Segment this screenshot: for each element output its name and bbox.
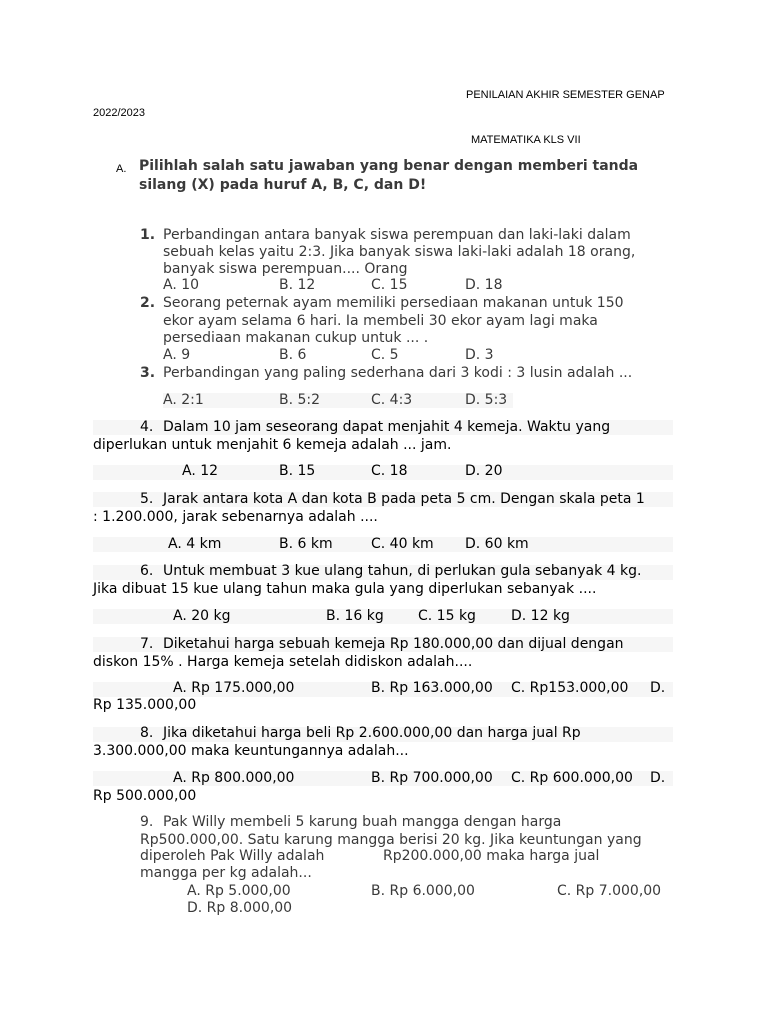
option-b: B. 6 km bbox=[279, 536, 333, 552]
option-b: B. Rp 163.000,00 bbox=[371, 680, 493, 696]
question-number: 1. bbox=[140, 227, 156, 243]
option-b: B. 5:2 bbox=[279, 392, 321, 408]
question-number: 9. bbox=[140, 814, 154, 830]
options-highlight bbox=[163, 393, 513, 408]
option-c: C. 15 bbox=[371, 277, 408, 293]
option-d: D. 3 bbox=[465, 347, 494, 363]
question-text-line: Diketahui harga sebuah kemeja Rp 180.000,00 dan dijual dengan bbox=[163, 636, 624, 652]
question-text-line: Seorang peternak ayam memiliki persediaan makanan untuk 150 bbox=[163, 295, 624, 311]
option-c: C. 5 bbox=[371, 347, 399, 363]
option-c: C. 40 km bbox=[371, 536, 434, 552]
option-d: D. 20 bbox=[465, 463, 503, 479]
option-c: C. Rp 7.000,00 bbox=[557, 883, 662, 899]
option-c: C. Rp 600.000,00 bbox=[511, 770, 633, 786]
question-text-line: Jarak antara kota A dan kota B pada peta 5 cm. Dengan skala peta 1 bbox=[163, 491, 645, 507]
question-text-line: Perbandingan antara banyak siswa perempuan dan laki-laki dalam bbox=[163, 227, 631, 243]
question-text-line: Untuk membuat 3 kue ulang tahun, di perlukan gula sebanyak 4 kg. bbox=[163, 563, 642, 579]
option-a: A. Rp 175.000,00 bbox=[173, 680, 295, 696]
question-text-line: mangga per kg adalah... bbox=[140, 865, 312, 881]
school-year: 2022/2023 bbox=[93, 107, 145, 119]
option-b: B. Rp 6.000,00 bbox=[371, 883, 475, 899]
section-marker: A. bbox=[116, 163, 127, 175]
exam-title: PENILAIAN AKHIR SEMESTER GENAP bbox=[466, 89, 665, 101]
option-b: B. 6 bbox=[279, 347, 307, 363]
option-b: B. 16 kg bbox=[326, 608, 384, 624]
question-text-line: 3.300.000,00 maka keuntungannya adalah... bbox=[93, 743, 409, 759]
option-d: D. 18 bbox=[465, 277, 503, 293]
question-text-line: persediaan makanan cukup untuk ... . bbox=[163, 330, 429, 346]
question-text-line: Dalam 10 jam seseorang dapat menjahit 4 kemeja. Waktu yang bbox=[163, 419, 611, 435]
option-d: D. 5:3 bbox=[465, 392, 508, 408]
option-d-label: D. bbox=[650, 770, 666, 786]
option-d: Rp 500.000,00 bbox=[93, 788, 197, 804]
question-text-line: diperlukan untuk menjahit 6 kemeja adalah ... jam. bbox=[93, 437, 452, 453]
option-d: D. 60 km bbox=[465, 536, 529, 552]
option-a: A. 9 bbox=[163, 347, 191, 363]
question-number: 7. bbox=[140, 636, 154, 652]
question-number: 8. bbox=[140, 725, 154, 741]
question-text-line: Rp500.000,00. Satu karung mangga berisi 20 kg. Jika keuntungan yang bbox=[140, 832, 642, 848]
option-b: B. Rp 700.000,00 bbox=[371, 770, 493, 786]
option-b: B. 12 bbox=[279, 277, 316, 293]
option-a: A. 20 kg bbox=[173, 608, 231, 624]
question-number: 3. bbox=[140, 365, 156, 381]
question-text-line: : 1.200.000, jarak sebenarnya adalah .... bbox=[93, 509, 378, 525]
question-text-line: sebuah kelas yaitu 2:3. Jika banyak siswa laki-laki adalah 18 orang, bbox=[163, 244, 636, 260]
option-c: C. 18 bbox=[371, 463, 408, 479]
option-a: A. 10 bbox=[163, 277, 200, 293]
option-a: A. 4 km bbox=[168, 536, 222, 552]
option-c: C. 4:3 bbox=[371, 392, 413, 408]
option-d: Rp 135.000,00 bbox=[93, 697, 197, 713]
subject-title: MATEMATIKA KLS VII bbox=[471, 134, 581, 146]
question-text-line: diperoleh Pak Willy adalah bbox=[140, 848, 325, 864]
option-d-label: D. bbox=[650, 680, 666, 696]
question-text-line: diskon 15% . Harga kemeja setelah didiskon adalah.... bbox=[93, 654, 473, 670]
option-c: C. 15 kg bbox=[418, 608, 476, 624]
option-d: D. 12 kg bbox=[511, 608, 570, 624]
question-text-line: Jika diketahui harga beli Rp 2.600.000,00 dan harga jual Rp bbox=[163, 725, 581, 741]
option-a: A. 2:1 bbox=[163, 392, 204, 408]
question-number: 4. bbox=[140, 419, 154, 435]
question-text-line: Perbandingan yang paling sederhana dari 3 kodi : 3 lusin adalah ... bbox=[163, 365, 633, 381]
question-text-line: Jika dibuat 15 kue ulang tahun maka gula yang diperlukan sebanyak .... bbox=[93, 581, 597, 597]
option-a: A. Rp 800.000,00 bbox=[173, 770, 295, 786]
option-b: B. 15 bbox=[279, 463, 316, 479]
question-text-line: Rp200.000,00 maka harga jual bbox=[383, 848, 600, 864]
option-d: D. Rp 8.000,00 bbox=[187, 900, 293, 916]
instruction-line-2: silang (X) pada huruf A, B, C, dan D! bbox=[139, 177, 427, 193]
instruction-line-1: Pilihlah salah satu jawaban yang benar dengan memberi tanda bbox=[139, 158, 639, 174]
question-number: 5. bbox=[140, 491, 154, 507]
option-a: A. 12 bbox=[182, 463, 219, 479]
question-number: 6. bbox=[140, 563, 154, 579]
question-text-line: ekor ayam selama 6 hari. Ia membeli 30 ekor ayam lagi maka bbox=[163, 313, 598, 329]
question-text-line: banyak siswa perempuan.... Orang bbox=[163, 261, 408, 277]
question-text-line: Pak Willy membeli 5 karung buah mangga dengan harga bbox=[163, 814, 562, 830]
option-c: C. Rp153.000,00 bbox=[511, 680, 629, 696]
question-number: 2. bbox=[140, 295, 156, 311]
option-a: A. Rp 5.000,00 bbox=[187, 883, 291, 899]
